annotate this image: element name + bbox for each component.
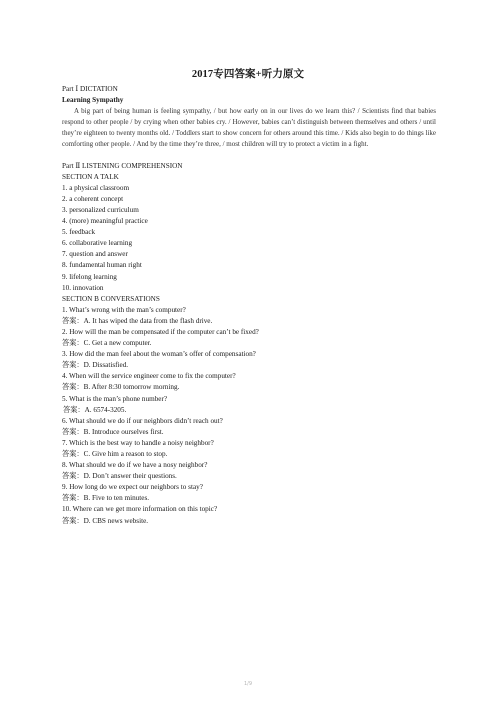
question-line: 10. Where can we get more information on this topic? — [62, 505, 218, 514]
page-number: 1/9 — [243, 681, 253, 687]
part2-heading: Part Ⅱ LISTENING COMPREHENSION — [62, 161, 183, 170]
answer-line: 答案：B. Introduce ourselves first. — [62, 427, 164, 436]
question-line: 4. When will the service engineer come to fix the computer? — [62, 372, 236, 381]
list-item: 10. innovation — [62, 283, 104, 292]
section-b-heading: SECTION B CONVERSATIONS — [62, 294, 160, 303]
answer-line: 答案：D. Don’t answer their questions. — [62, 472, 177, 481]
question-line: 2. How will the man be compensated if the computer can’t be fixed? — [62, 327, 259, 336]
section-spacer — [62, 151, 436, 161]
section-a-heading: SECTION A TALK — [62, 172, 119, 181]
question-line: 3. How did the man feel about the woman’s offer of compensation? — [62, 350, 256, 359]
document-body — [62, 84, 436, 527]
question-line: 6. What should we do if our neighbors didn’t reach out? — [62, 416, 223, 425]
answer-line: 答案：B. After 8:30 tomorrow morning. — [62, 383, 180, 392]
list-item: 7. question and answer — [62, 250, 128, 259]
part1-heading: Part Ⅰ DICTATION — [62, 85, 118, 93]
answer-line: 答案：B. Five to ten minutes. — [62, 494, 150, 503]
answer-line: 答案：A. It has wiped the data from the flash drive. — [62, 316, 213, 325]
list-item: 6. collaborative learning — [62, 239, 133, 248]
question-line: 7. Which is the best way to handle a noisy neighbor? — [62, 438, 214, 447]
answer-line: 答案：D. Dissatisfied. — [62, 361, 129, 370]
list-item: 8. fundamental human right — [62, 261, 142, 270]
answer-line: 答案：C. Get a new computer. — [62, 339, 152, 348]
question-line: 1. What’s wrong with the man’s computer? — [62, 305, 186, 314]
list-item: 4. (more) meaningful practice — [62, 217, 148, 226]
list-item: 2. a coherent concept — [62, 194, 124, 203]
part1-subheading: Learning Sympathy — [62, 96, 124, 105]
answer-line: 答案：D. CBS news website. — [62, 516, 149, 525]
question-line: 8. What should we do if we have a nosy neighbor? — [62, 461, 208, 470]
list-item: 9. lifelong learning — [62, 272, 117, 281]
list-item: 3. personalized curriculum — [62, 205, 139, 214]
document-title: 2017专四答案+听力原文 — [191, 69, 305, 80]
list-item: 5. feedback — [62, 228, 96, 237]
section-a-list — [62, 183, 436, 294]
answer-line: 答案：A. 6574-3205. — [63, 405, 127, 414]
list-item: 1. a physical classroom — [62, 183, 130, 192]
answer-line: 答案：C. Give him a reason to stop. — [62, 450, 168, 458]
dictation-passage: A big part of being human is feeling sympathy, / but how early on in our lives do we learn this? / Scientists find that babies respond to other people / by crying when other babies cry. / However, babies can’t distinguish between themselves and others / until they’re eighteen to twenty months old. / Toddlers start to show concern for others around this time. / Kids also begin to do things like comforting other people. / And by the time they’re three, / most children will try to protect a victim in a fight. — [62, 107, 436, 149]
question-line: 9. How long do we expect our neighbors to stay? — [62, 483, 203, 492]
question-line: 5. What is the man’s phone number? — [62, 394, 168, 403]
section-b-list — [62, 305, 436, 527]
